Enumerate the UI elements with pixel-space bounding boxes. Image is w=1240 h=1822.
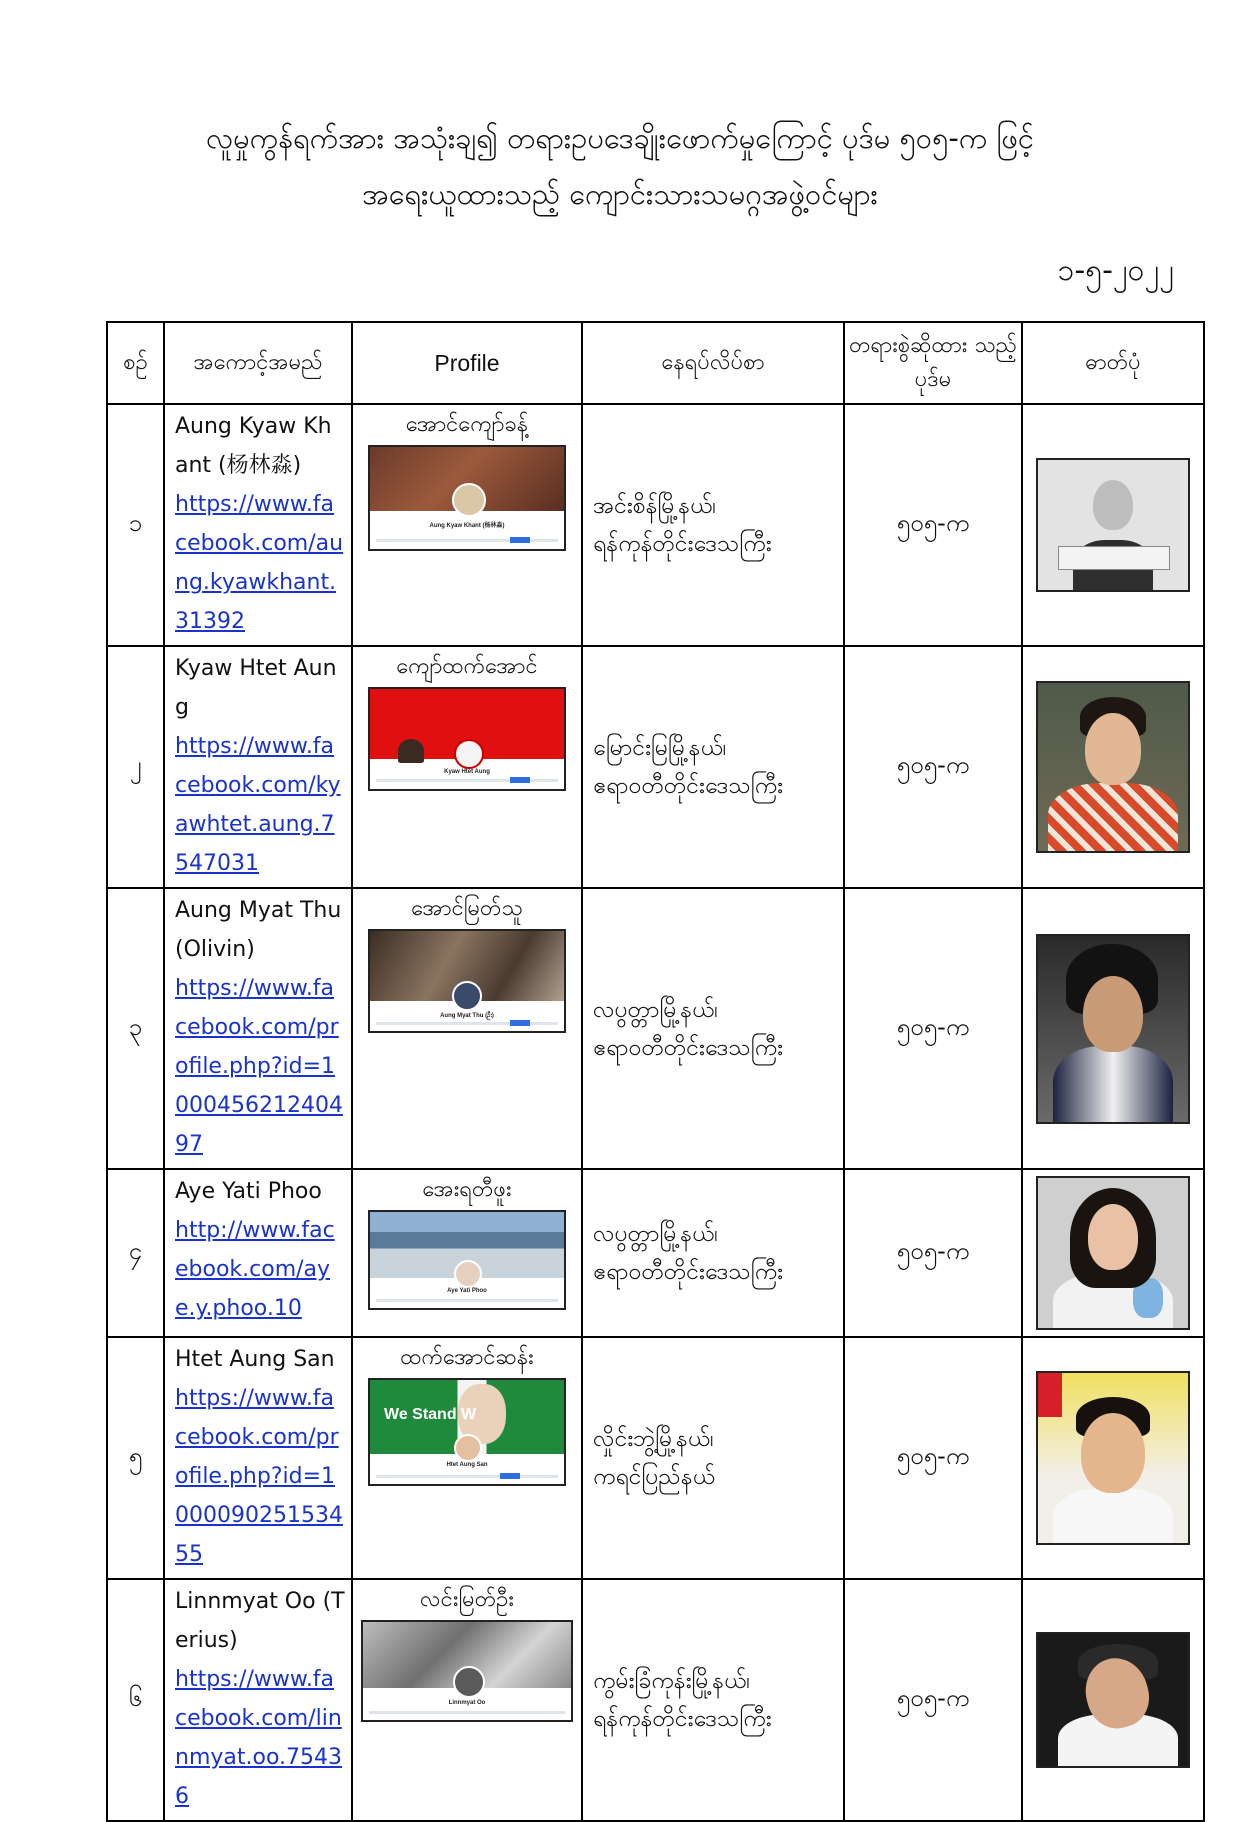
fb-nav-bar [376,1299,558,1302]
account-name-cell [164,1337,352,1579]
table-header-row [107,322,1204,404]
account-name: Aung Kyaw Khant (杨林淼) [175,414,332,478]
table-row [107,404,1204,646]
profile-screenshot [368,1378,566,1486]
photo-cell [1022,888,1204,1169]
member-photo [1036,1371,1190,1545]
profile-screenshot [368,687,566,791]
facebook-link[interactable]: https://www.facebook.com/aung.kyawkhant.31392 [175,492,344,634]
facebook-link[interactable]: https://www.facebook.com/linnmyat.oo.75436 [175,1667,343,1809]
row-number: ၃ [107,888,164,1169]
profile-screenshot [368,1210,566,1310]
account-name: Kyaw Htet Aung [175,656,337,720]
account-name-cell [164,888,352,1169]
avatar [453,1666,485,1698]
cover-slogan: We Stand W [384,1406,477,1423]
avatar [454,1434,482,1462]
account-name: Htet Aung San [175,1347,335,1372]
fb-display-name: Aung Myat Thu (ဦး) [440,1013,494,1019]
row-number: ၆ [107,1579,164,1821]
facebook-link[interactable]: https://www.facebook.com/profile.php?id=100009025153455 [175,1386,343,1567]
account-name: Aye Yati Phoo [175,1179,322,1204]
account-name-cell [164,1579,352,1821]
row-number: ၄ [107,1169,164,1337]
address-cell [582,404,844,646]
fb-nav-bar [376,1022,558,1025]
fb-button [510,537,530,543]
profile-name: လင်းမြတ်ဦး [420,1587,514,1612]
fb-nav-bar [369,1711,565,1714]
photo-cell [1022,1169,1204,1337]
member-photo [1036,934,1190,1124]
document-date: ၁-၅-၂၀၂၂ [1057,253,1174,288]
address-line-2: ဧရာဝတီတိုင်းဒေသကြီး [593,773,783,799]
address-line-1: မြောင်းမြမြို့နယ်၊ [593,735,727,761]
profile-name: အောင်မြတ်သူ [411,896,523,921]
charge-section: ၅၀၅-က [844,1337,1022,1579]
row-number: ၂ [107,646,164,888]
avatar [454,739,484,769]
address-line-1: ကွမ်းခြံကုန်းမြို့နယ်၊ [593,1668,750,1694]
photo-cell [1022,404,1204,646]
avatar [452,981,482,1011]
photo-cell [1022,646,1204,888]
address-line-2: ရန်ကုန်တိုင်းဒေသကြီး [593,1706,772,1732]
header-name: အကောင့်အမည် [164,322,352,404]
address-cell [582,1169,844,1337]
account-name: Aung Myat Thu (Olivin) [175,898,342,962]
address-line-1: အင်းစိန်မြို့နယ်၊ [593,493,716,519]
address-line-2: ကရင်ပြည်နယ် [593,1464,715,1490]
facebook-link[interactable]: https://www.facebook.com/kyawhtet.aung.7547031 [175,734,341,876]
header-charge: တရားစွဲဆိုထား သည့်ပုဒ်မ [844,322,1022,404]
profile-name: အောင်ကျော်ခန့် [405,412,529,437]
member-photo [1036,1632,1190,1768]
row-number: ၅ [107,1337,164,1579]
table-row [107,888,1204,1169]
profile-cell [352,888,582,1169]
fb-display-name: Linnmyat Oo [448,1700,486,1706]
charge-section: ၅၀၅-က [844,1169,1022,1337]
table-row [107,646,1204,888]
profile-screenshot [368,445,566,551]
address-cell [582,646,844,888]
address-line-2: ရန်ကုန်တိုင်းဒေသကြီး [593,531,772,557]
profile-name: အေးရတီဖူး [422,1177,512,1202]
address-cell [582,1337,844,1579]
fb-button [500,1473,520,1479]
fb-nav-bar [376,1475,558,1478]
profile-cell [352,404,582,646]
charge-section: ၅၀၅-က [844,1579,1022,1821]
fb-display-name: Aung Kyaw Khant (杨林淼) [429,523,505,529]
fb-nav-bar [376,779,558,782]
fb-display-name: Aye Yati Phoo [447,1288,487,1294]
row-number: ၁ [107,404,164,646]
fb-display-name: Kyaw Htet Aung [444,769,490,775]
table-row [107,1579,1204,1821]
account-name: Linnmyat Oo (Terius) [175,1589,345,1653]
address-cell [582,888,844,1169]
facebook-link[interactable]: http://www.facebook.com/aye.y.phoo.10 [175,1218,335,1321]
profile-cell [352,646,582,888]
profile-screenshot [368,929,566,1033]
profile-name: ထက်အောင်ဆန်း [400,1345,534,1370]
table-row [107,1337,1204,1579]
address-line-1: လပွတ္တာမြို့နယ်၊ [593,1221,718,1247]
address-line-1: လပွတ္တာမြို့နယ်၊ [593,996,718,1023]
address-cell [582,1579,844,1821]
charge-section: ၅၀၅-က [844,404,1022,646]
header-no: စဉ် [107,322,164,404]
account-name-cell [164,646,352,888]
profile-name: ကျော်ထက်အောင် [396,654,538,679]
member-photo [1036,458,1190,592]
account-name-cell [164,1169,352,1337]
charge-section: ၅၀၅-က [844,888,1022,1169]
avatar [452,483,486,517]
header-address: နေရပ်လိပ်စာ [582,322,844,404]
fb-display-name: Htet Aung San [446,1462,488,1468]
member-photo [1036,1176,1190,1330]
header-profile: Profile [352,322,582,404]
fb-nav-bar [376,539,558,542]
avatar [454,1260,482,1288]
fb-button [510,1020,530,1026]
photo-cell [1022,1337,1204,1579]
profile-cell [352,1337,582,1579]
fb-button [510,777,530,783]
address-line-1: လှိုင်းဘွဲ့မြို့နယ်၊ [593,1426,714,1452]
address-line-2: ဧရာဝတီတိုင်းဒေသကြီး [593,1259,783,1285]
account-name-cell [164,404,352,646]
member-photo [1036,681,1190,853]
facebook-link[interactable]: https://www.facebook.com/profile.php?id=100045621240497 [175,976,343,1157]
photo-cell [1022,1579,1204,1821]
table-row [107,1169,1204,1337]
charge-section: ၅၀၅-က [844,646,1022,888]
address-line-2: ဧရာဝတီတိုင်းဒေသကြီး [593,1034,783,1061]
document-title [0,110,1240,222]
members-table [106,321,1205,1822]
title-line-1: လူမှုကွန်ရက်အား အသုံးချ၍ တရားဥပဒေချိုးဖောက်မှုကြောင့် ပုဒ်မ ၅၀၅-က ဖြင့် [205,121,1035,155]
profile-cell [352,1169,582,1337]
header-photo: ဓာတ်ပုံ [1022,322,1204,404]
profile-cell [352,1579,582,1821]
title-line-2: အရေးယူထားသည့် ကျောင်းသားသမဂ္ဂအဖွဲ့ဝင်များ [362,177,878,211]
profile-screenshot [361,1620,573,1722]
